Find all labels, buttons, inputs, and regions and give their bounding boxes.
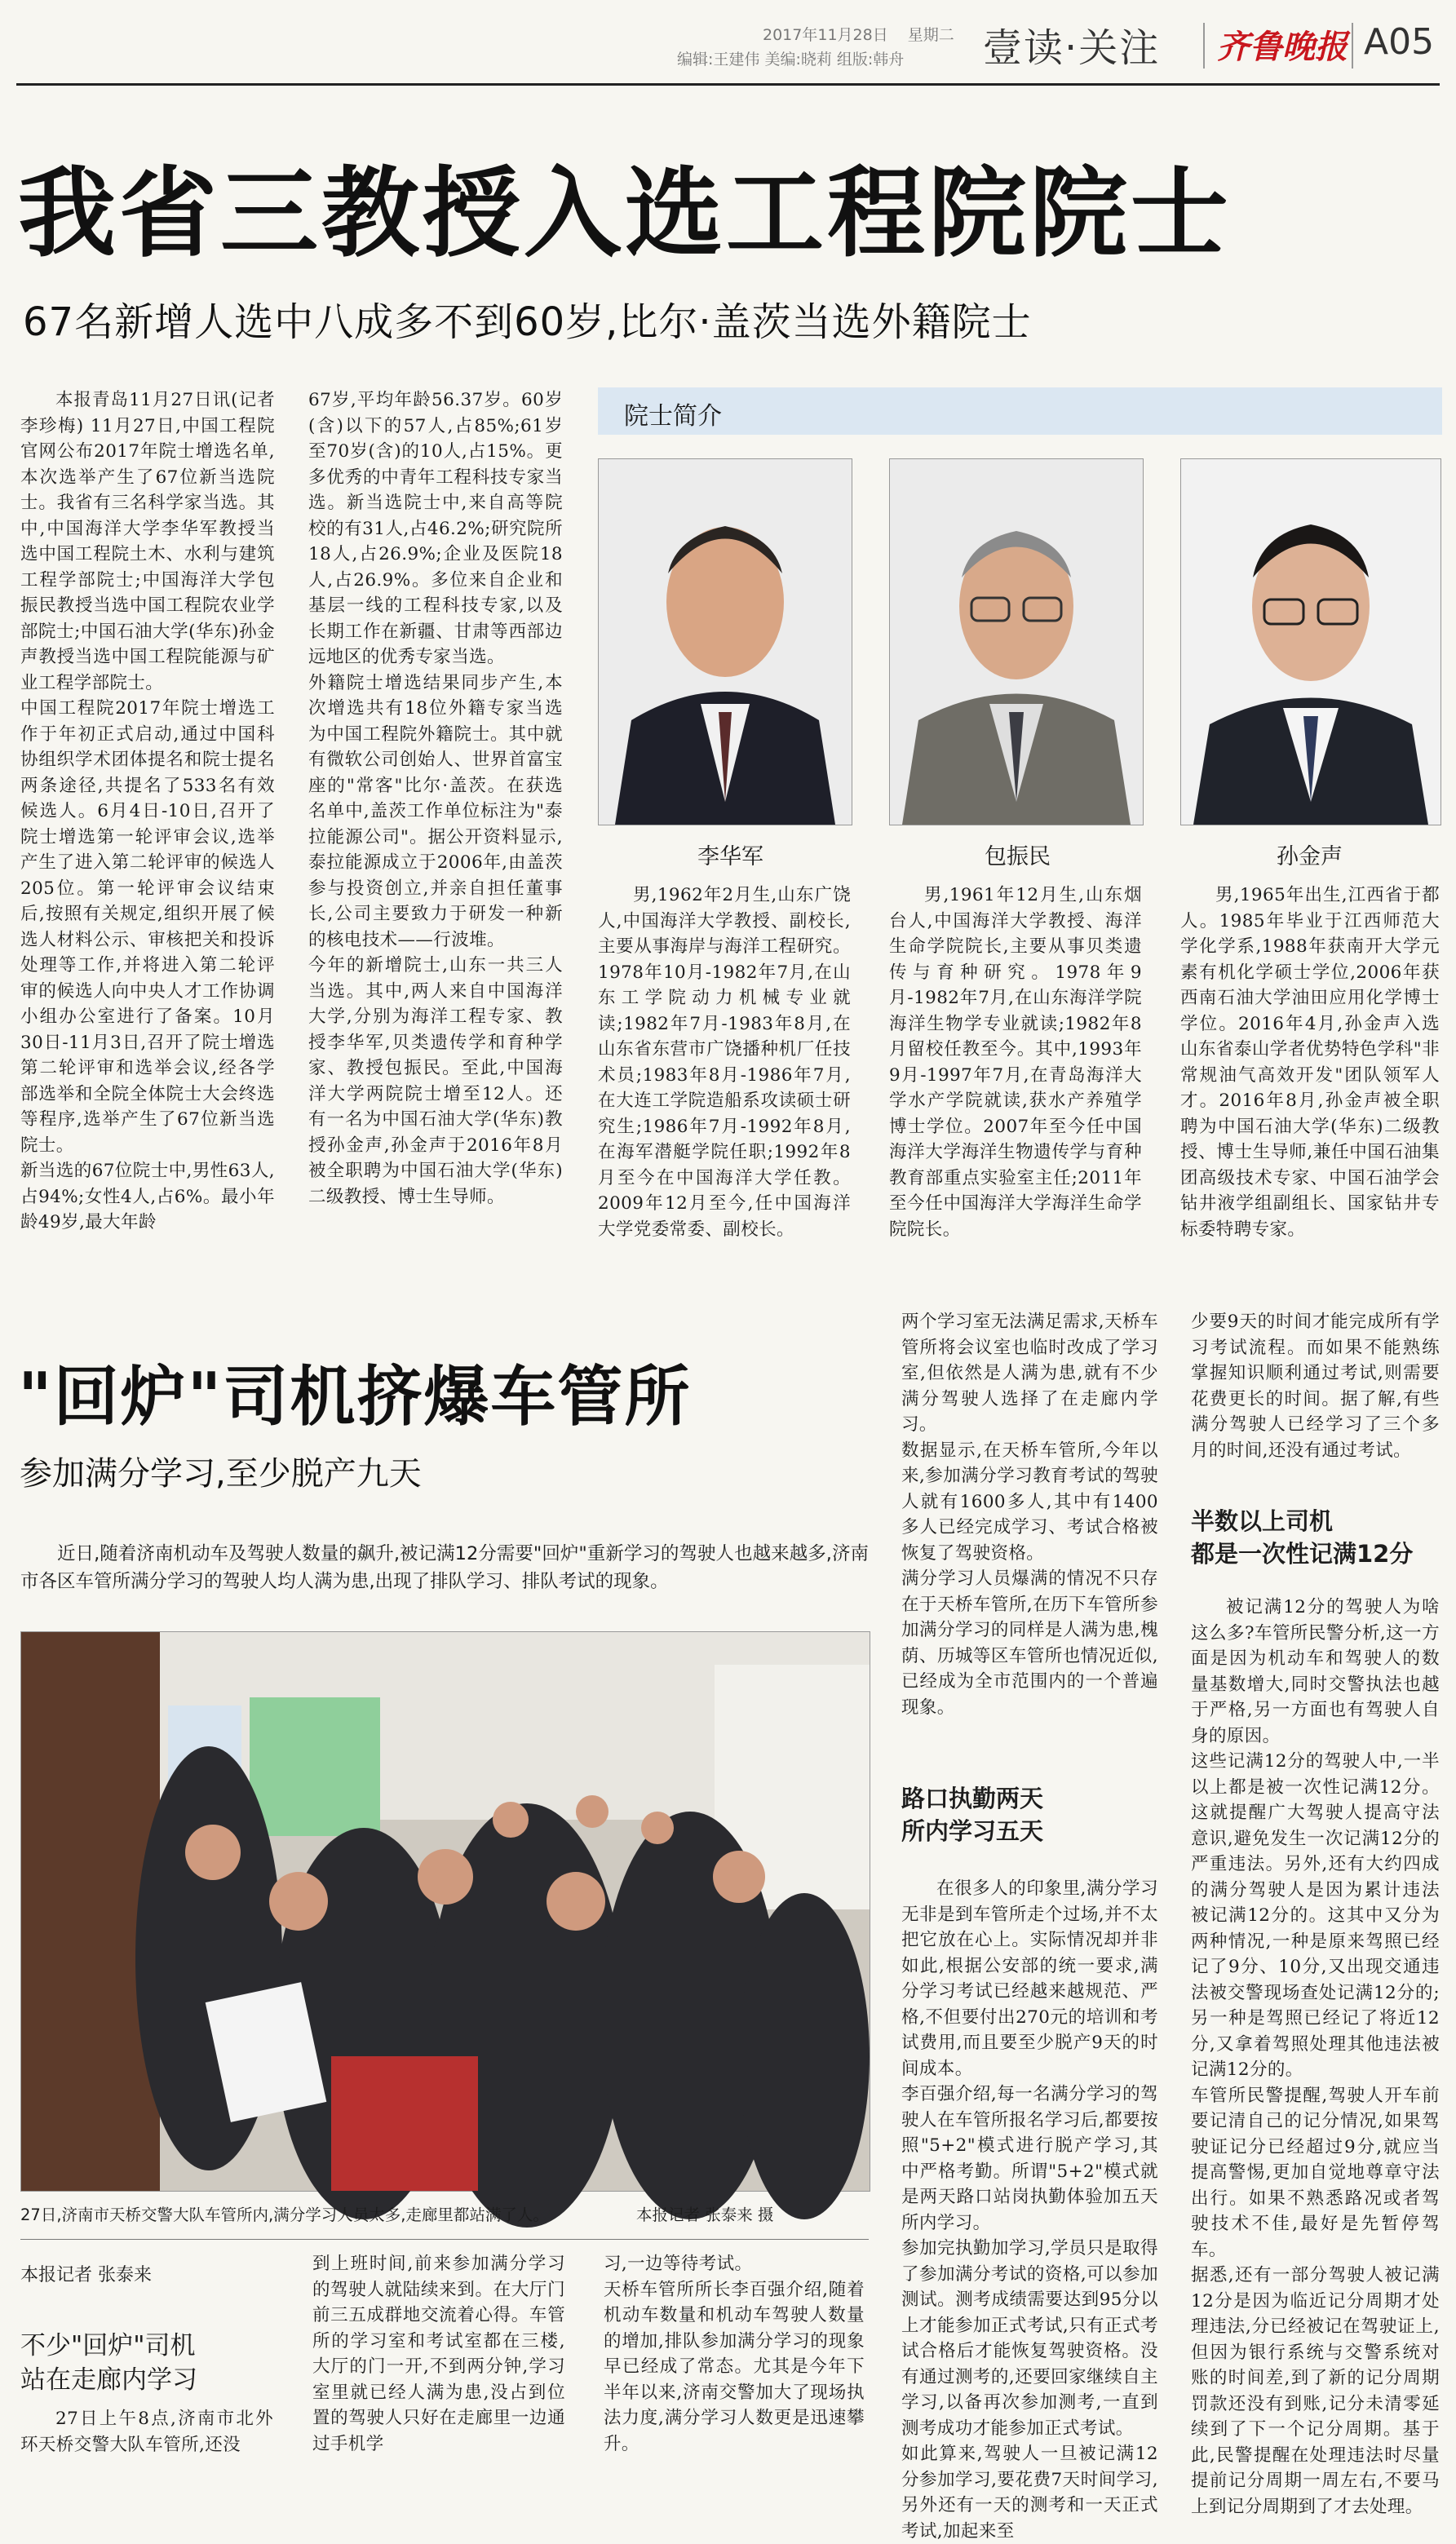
masthead-editors: 编辑:王建伟 美编:晓莉 组版:韩舟 [677,51,905,69]
portrait-sun-jinsheng-image [1181,459,1441,825]
article2-column-a-top [901,1309,1158,1762]
article2-column-b-top-text: 少要9天的时间才能完成所有学习考试流程。而如果不能熟练掌握知识顺利通过考试,则需要花费更长的时间。据了解,有些满分驾驶人已经学习了三个多月的时间,还没有通过考试。 [1191,1312,1440,1461]
bottom-column-1-text: 27日上午8点,济南市北外环天桥交警大队车管所,还没 [20,2409,273,2455]
profile-bio-1-text: 男,1962年2月生,山东广饶人,中国海洋大学教授、副校长,主要从事海岸与海洋工程研究。1978年10月-1982年7月,在山东工学院动力机械专业就读;1982年7月-1983年8月,在山东省东营市广饶播种机厂任技术员;1983年8月-1986年7月,在大连工学院造船系攻读硕士研究生;1986年7月-1992年8月,在海军潜艇学院任职;1992年8月至今在中国海洋大学任教。2009年12月至今,任中国海洋大学党委常委、副校长。 [598,885,851,1240]
article2-column-a-bottom-text: 在很多人的印象里,满分学习无非是到车管所走个过场,并不太把它放在心上。实际情况却并非如此,根据公安部的统一要求,满分学习考试已经越来越规范、严格,不但要付出270元的培训和考试费用,而且要至少脱产9天的时间成本。 李百强介绍,每一名满分学习的驾驶人在车管所报名学习后,都要按照"5+2"模式进行脱产学习,其中严格考勤。所谓"5+2"模式就是两天路口站岗执勤体验加五天所内学习。 参加完执勤加学习,学员只是取得了参加满分考试的资格,可以参加测试。测考成绩需要达到95分以上才能参加正式考试,只有正式考试合格后才能恢复驾驶资格。没有通过测考的,还要回家继续自主学习,以备再次参加测考,一直到测考成功才能参加正式考试。 如此算来,驾驶人一旦被记满12分参加学习,要花费7天时间学习,另外还有一天的测考和一天正式考试,加起来至 [901,1878,1158,2542]
article1-text-col1: 本报青岛11月27日讯(记者 李珍梅) 11月27日,中国工程院官网公布2017年院士增选名单,本次选举产生了67位新当选院士。我省有三名科学家当选。其中,中国海洋大学李华军教授当选中国工程院土木、水利与建筑工程学部院士;中国海洋大学包振民教授当选中国工程院农业学部院士;中国石油大学(华东)孙金声教授当选中国工程院能源与矿业工程学部院士。 中国工程院2017年院士增选工作于年初正式启动,通过中国科协组织学术团体提名和院士提名两条途径,共提名了533名有效候选人。6月4日-10日,召开了院士增选第一轮评审会议,选举产生了进入第二轮评审的候选人205位。第一轮评审会议结束后,按照有关规定,组织开展了候选人材料公示、审核把关和投诉处理等工作,并将进入第二轮评审的候选人向中央人才工作协调小组办公室进行了备案。10月30日-11月3日,召开了院士增选第二轮评审和选举会议,经各学部选举和全院全体院士大会终选等程序,选举产生了67位新当选院士。 新当选的67位院士中,男性63人,占94%;女性4人,占6%。最小年龄49岁,最大年龄 [20,390,275,1232]
bottom-column-3-text: 习,一边等待考试。 天桥车管所所长李百强介绍,随着机动车数量和机动车驾驶人数量的增加,排队参加满分学习的现象早已经成了常态。尤其是今年下半年以来,济南交警加大了现场执法力度,满分学习人数更是迅速攀升。 [604,2254,865,2454]
subhead-corridor: 不少"回炉"司机 站在走廊内学习 [20,2331,197,2395]
article1-headline: 我省三教授入选工程院院士 [18,157,1232,271]
bottom-divider [20,2239,869,2240]
masthead-divider [1203,23,1205,69]
photo-credit: 本报记者 张泰来 摄 [636,2206,774,2224]
crowd-photo-image [21,1632,870,2191]
profiles-header-bar [598,387,1442,435]
top-rule [16,83,1440,86]
profile-bio-3-text: 男,1965年出生,江西省于都人。1985年毕业于江西师范大学化学系,1988年获南开大学元素有机化学硕士学位,2006年获西南石油大学油田应用化学博士学位。2016年4月,孙金声入选山东省泰山学者优势特色学科"非常规油气高效开发"团队领军人才。2016年8月,孙金声被全职聘为中国石油大学(华东)二级教授、博士生导师,兼任中国石油集团高级技术专家、中国石油学会钻井液学组副组长、国家钻井专标委特聘专家。 [1180,885,1440,1240]
article1-column-2 [308,387,563,1260]
article2-headline: "回炉"司机挤爆车管所 [18,1359,692,1435]
masthead-date: 2017年11月28日 [763,26,888,44]
section-title: 壹读·关注 [983,25,1161,71]
masthead-weekday: 星期二 [907,26,954,44]
article2-lead-text: 近日,随着济南机动车及驾驶人数量的飙升,被记满12分需要"回炉"重新学习的驾驶人也越来越多,济南市各区车管所满分学习的驾驶人均人满为患,出现了排队学习、排队考试的现象。 [20,1543,869,1592]
article1-text-col2: 67岁,平均年龄56.37岁。60岁(含)以下的57人,占85%;61岁至70岁(含)的10人,占15%。更多优秀的中青年工程科技专家当选。新当选院士中,来自高等院校的有31人,占46.2%;研究院所18人,占26.9%;企业及医院18人,占26.9%。多位来自企业和基层一线的工程科技专家,以及长期工作在新疆、甘肃等西部边远地区的优秀专家当选。 外籍院士增选结果同步产生,本次增选共有18位外籍专家当选为中国工程院外籍院士。其中就有微软公司创始人、世界首富宝座的"常客"比尔·盖茨。在获选名单中,盖茨工作单位标注为"泰拉能源公司"。据公开资料显示,泰拉能源成立于2006年,由盖茨参与投资创立,并亲自担任董事长,公司主要致力于研发一种新的核电技术——行波堆。 今年的新增院士,山东一共三人当选。其中,两人来自中国海洋大学,分别为海洋工程专家、教授李华军,贝类遗传学和育种学家、教授包振民。至此,中国海洋大学两院院士增至12人。还有一名为中国石油大学(华东)教授孙金声,孙金声于2016年8月被全职聘为中国石油大学(华东)二级教授、博士生导师。 [308,390,563,1207]
portrait-bao-zhenmin-image [890,459,1143,825]
bottom-column-3 [604,2251,865,2496]
profile-name-3: 孙金声 [1277,844,1343,869]
portrait-bao-zhenmin [889,458,1144,825]
profile-bio-2 [889,883,1142,1258]
masthead-divider-2 [1352,23,1353,69]
bottom-column-2 [312,2251,565,2496]
portrait-sun-jinsheng [1180,458,1441,825]
profile-name-1: 李华军 [697,844,763,869]
profile-name-2: 包振民 [985,844,1051,869]
profile-bio-2-text: 男,1961年12月生,山东烟台人,中国海洋大学教授、海洋生命学院院长,主要从事贝类遗传与育种研究。1978年9月-1982年7月,在山东海洋学院海洋生物学专业就读;1982年8月留校任教至今。其中,1993年9月-1997年7月,在青岛海洋大学水产学院就读,获水产养殖学博士学位。2007年至今任中国海洋大学海洋生物遗传学与育种教育部重点实验室主任;2011年至今任中国海洋大学海洋生命学院院长。 [889,885,1142,1240]
article2-subheadline: 参加满分学习,至少脱产九天 [20,1455,422,1493]
article1-subheadline: 67名新增人选中八成多不到60岁,比尔·盖茨当选外籍院士 [23,299,1032,345]
bottom-column-2-text: 到上班时间,前来参加满分学习的驾驶人就陆续来到。在大厅门前三五成群地交流着心得。车管所的学习室和考试室都在三楼,大厅的门一开,不到两分钟,学习室里就已经人满为患,没占到位置的驾驶人只好在走廊里一边通过手机学 [312,2254,565,2454]
masthead [0,0,1456,82]
page-number: A05 [1364,21,1435,63]
article2-column-a-top-text: 两个学习室无法满足需求,天桥车管所将会议室也临时改成了学习室,但依然是人满为患,就有不少满分驾驶人选择了在走廊内学习。 数据显示,在天桥车管所,今年以来,参加满分学习教育考试的驾驶人就有1600多人,其中有1400多人已经完成学习、考试合格被恢复了驾驶资格。 满分学习人员爆满的情况不只存在于天桥车管所,在历下车管所参加满分学习的同样是人满为患,槐荫、历城等区车管所也情况近似,已经成为全市范围内的一个普遍现象。 [901,1312,1158,1718]
paper-logo: 齐鲁晚报 [1217,28,1348,66]
article2-lead [20,1540,869,1613]
profiles-header: 院士简介 [624,402,722,431]
bottom-column-1 [20,2406,273,2496]
article2-column-a-bottom [901,1876,1158,2542]
profile-bio-1 [598,883,851,1258]
article2-column-b-bottom [1191,1595,1440,2517]
portrait-li-huajun-image [599,459,852,825]
article2-column-b-bottom-text: 被记满12分的驾驶人为啥这么多?车管所民警分析,这一方面是因为机动车和驾驶人的数量基数增大,同时交警执法也越于严格,另一方面也有驾驶人自身的原因。 这些记满12分的驾驶人中,一半以上都是被一次性记满12分。这就提醒广大驾驶人提高守法意识,避免发生一次记满12分的严重违法。另外,还有大约四成的满分驾驶人是因为累计违法被记满12分的。这其中又分为两种情况,一种是原来驾照已经记了9分、10分,又出现交通违法被交警现场查处记满12分的;另一种是驾照已经记了将近12分,又拿着驾照处理其他违法被记满12分的。 车管所民警提醒,驾驶人开车前要记清自己的记分情况,如果驾驶证记分已经超过9分,就应当提高警惕,更加自觉地尊章守法出行。如果不熟悉路况或者驾驶技术不佳,最好是先暂停驾车。 据悉,还有一部分驾驶人被记满12分是因为临近记分周期才处理违法,分已经被记在驾驶证上,但因为银行系统与交警系统对账的时间差,到了新的记分周期罚款还没有到账,记分未清零延续到了下一个记分周期。基于此,民警提醒在处理违法时尽量提前记分周期一周左右,不要马上到记分周期到了才去处理。 [1191,1597,1440,2517]
profile-bio-3 [1180,883,1440,1258]
article1-column-1 [20,387,275,1260]
article2-byline: 本报记者 张泰来 [20,2265,152,2285]
article2-column-b-top [1191,1309,1440,1484]
masthead-date-line [763,23,954,45]
subhead-duty: 路口执勤两天 所内学习五天 [901,1785,1044,1845]
subhead-majority: 半数以上司机 都是一次性记满12分 [1191,1507,1414,1568]
portrait-li-huajun [598,458,852,825]
article2-photo [20,1631,870,2192]
photo-caption: 27日,济南市天桥交警大队车管所内,满分学习人员太多,走廊里都站满了人。 [20,2206,549,2224]
